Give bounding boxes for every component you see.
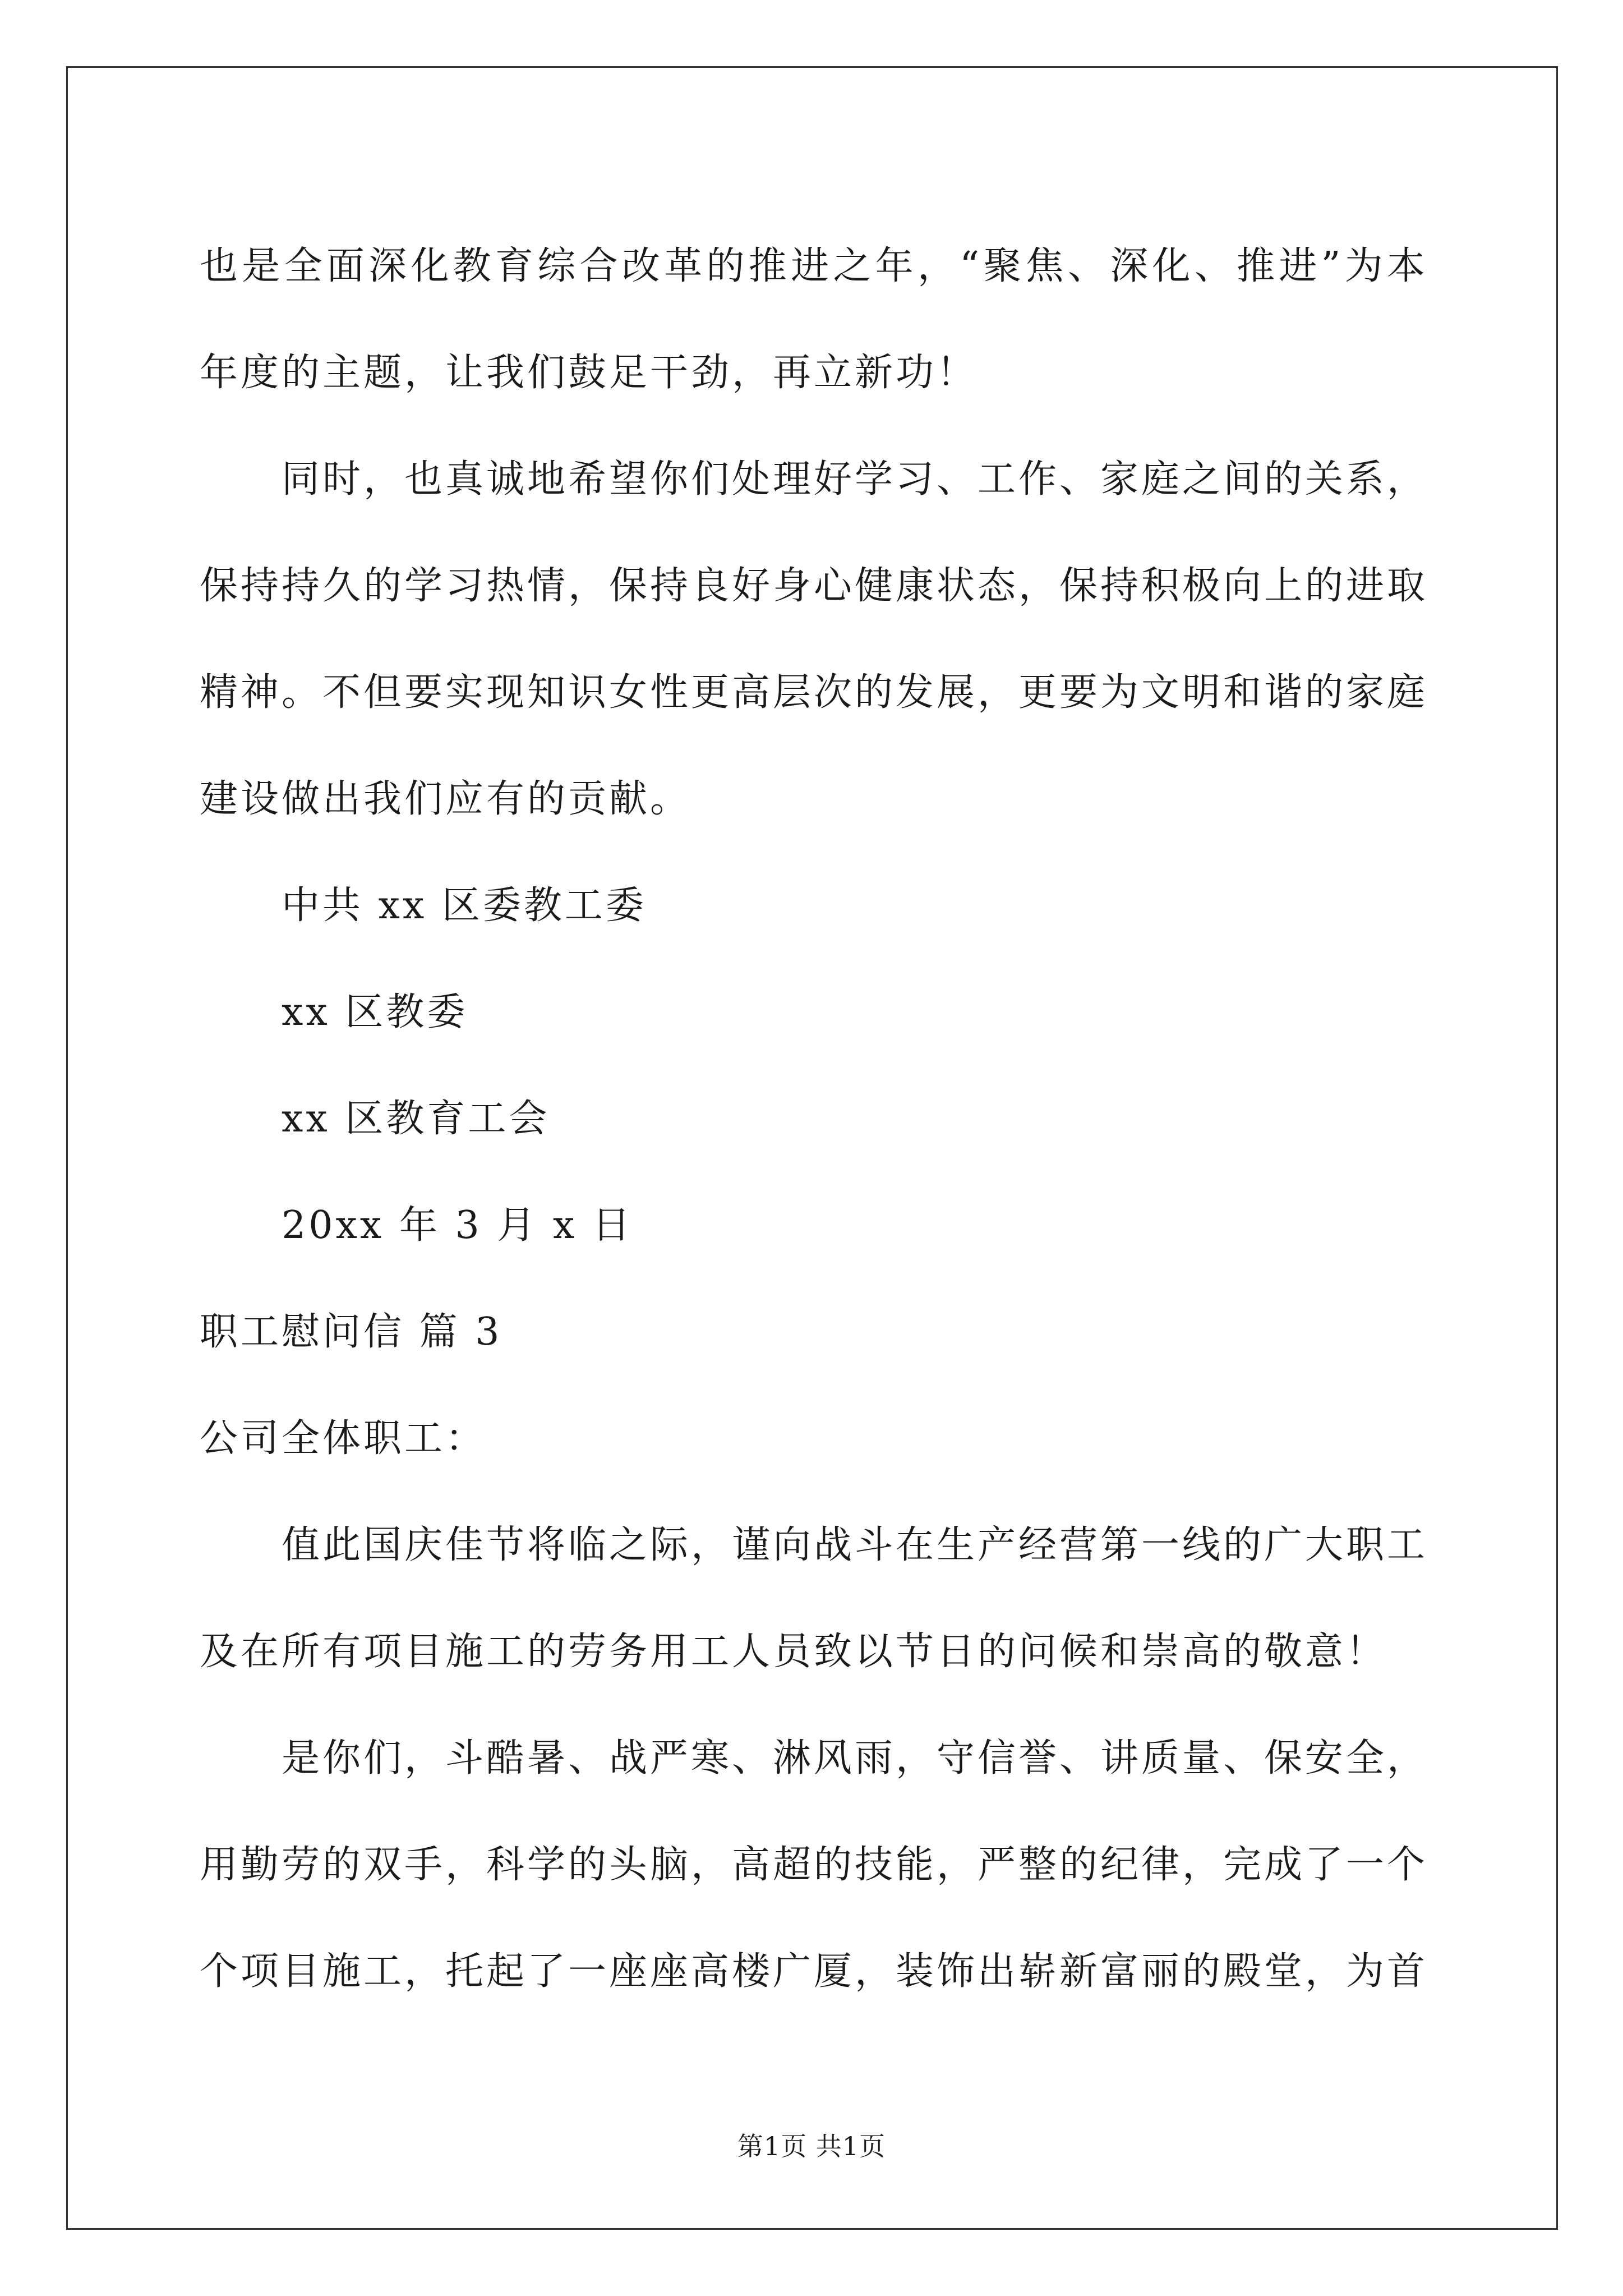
text-line: 及在所有项目施工的劳务用工人员致以节日的问候和崇高的敬意！: [200, 1630, 1387, 1674]
text-line: 同时，也真诚地希望你们处理好学习、工作、家庭之间的关系，: [282, 457, 1428, 501]
text-line: 值此国庆佳节将临之际，谨向战斗在生产经营第一线的广大职工: [282, 1523, 1428, 1567]
signature-line: xx 区教育工会: [282, 1097, 550, 1141]
text-line: 也是全面深化教育综合改革的推进之年，“聚焦、深化、推进”为本: [200, 244, 1428, 288]
text-line: 精神。不但要实现知识女性更高层次的发展，更要为文明和谐的家庭: [200, 670, 1428, 715]
text-line: 是你们，斗酷暑、战严寒、淋风雨，守信誉、讲质量、保安全，: [282, 1736, 1428, 1780]
section-heading: 职工慰问信 篇 3: [200, 1310, 502, 1354]
salutation: 公司全体职工：: [200, 1416, 487, 1461]
document-body: [200, 213, 1428, 2025]
text-line: 用勤劳的双手，科学的头脑，高超的技能，严整的纪律，完成了一个: [200, 1843, 1428, 1887]
text-line: 个项目施工，托起了一座座高楼广厦，装饰出崭新富丽的殿堂，为首: [200, 1949, 1428, 1994]
signature-line: xx 区教委: [282, 990, 468, 1034]
date-line: 20xx 年 3 月 x 日: [282, 1203, 633, 1248]
text-line: 建设做出我们应有的贡献。: [200, 777, 691, 821]
page-footer: 第1页 共1页: [737, 2131, 886, 2161]
text-line: 保持持久的学习热情，保持良好身心健康状态，保持积极向上的进取: [200, 564, 1428, 608]
signature-line: 中共 xx 区委教工委: [282, 884, 647, 928]
text-line: 年度的主题，让我们鼓足干劲，再立新功！: [200, 351, 978, 395]
